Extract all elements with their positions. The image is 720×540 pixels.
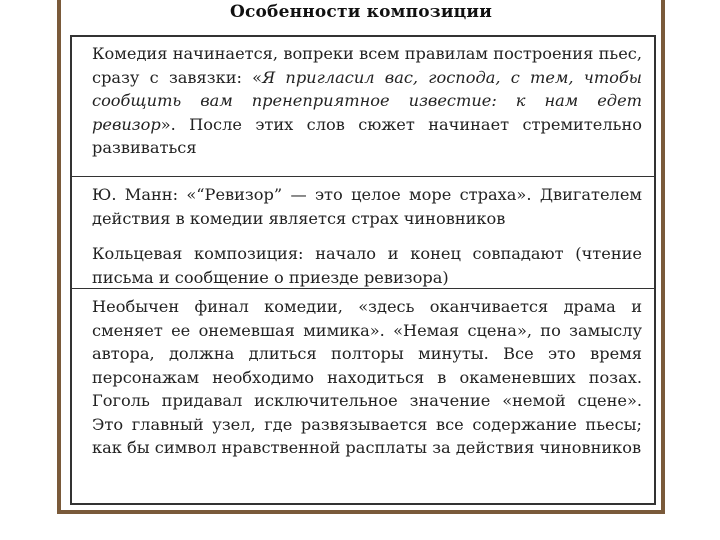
page-title: Особенности композиции: [229, 2, 493, 22]
row-2-mann-quote: Ю. Манн: «“Ревизор” — это целое море страха». Двигателем действия в комедии является страх чиновников: [92, 185, 642, 228]
table-row-beginning: [72, 37, 654, 176]
row-1-text-start: Комедия начинается, вопреки всем правилам построения пьес, сразу с завязки: «: [92, 44, 642, 87]
table-row-finale: [72, 288, 654, 503]
row-1-quote: Я пригласил вас, господа, с тем, чтобы сообщить вам пренеприятное известие: к нам едет ревизор: [92, 67, 642, 134]
composition-table: [70, 35, 656, 505]
row-3-finale-text: Необычен финал комедии, «здесь оканчивается драма и сменяет ее онемевшая мимика». «Немая сцена», по замыслу автора, должна длиться полторы минуты. Все это время персонажам необходимо находиться в окаменевших позах. Гоголь придавал исключительное значение «немой сцене». Это главный узел, где развязывается все содержание пьесы; как бы символ нравственной расплаты за действия чиновников: [92, 297, 642, 457]
row-1-text-end: ». После этих слов сюжет начинает стремительно развиваться: [92, 114, 642, 157]
slide-frame: [57, 0, 665, 514]
row-2-ring-composition: Кольцевая композиция: начало и конец совпадают (чтение письма и сообщение о приезде ревизора): [92, 244, 642, 287]
table-row-fear-and-ring: [72, 176, 654, 288]
